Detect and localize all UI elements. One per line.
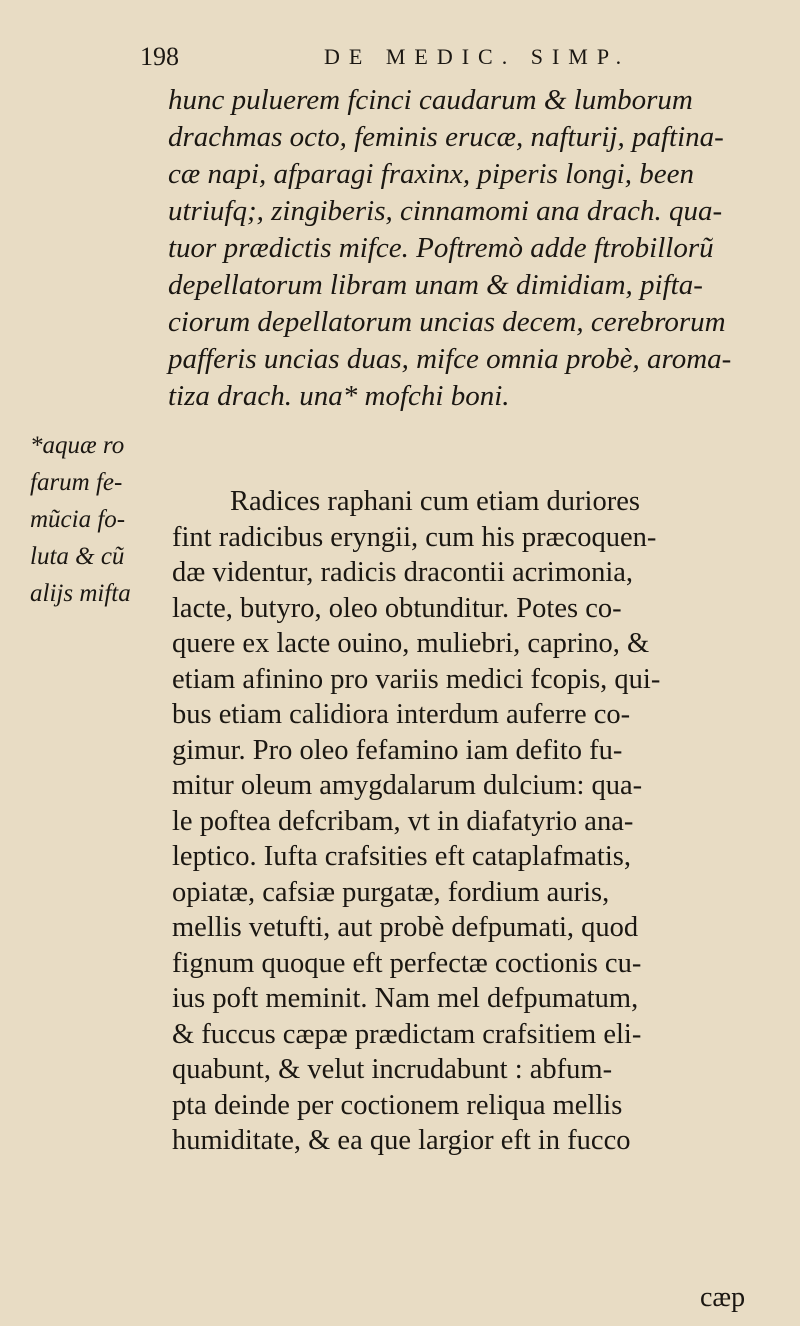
text-line: quere ex lacte ouino, muliebri, caprino, & xyxy=(172,628,650,659)
text-line: dæ videntur, radicis dracontii acrimonia, xyxy=(172,557,634,588)
text-line: etiam afinino pro variis medici fcopis, qui- xyxy=(172,663,661,695)
margin-line: *aquæ ro xyxy=(30,432,125,459)
margin-line: alijs mifta xyxy=(30,580,131,607)
text-line: hunc puluerem fcinci caudarum & lumborum xyxy=(168,84,693,116)
running-head: DE MEDIC. SIMP. xyxy=(324,44,631,69)
text-line: & fuccus cæpæ prædictam crafsitiem eli- xyxy=(172,1018,642,1050)
text-line: ius poft meminit. Nam mel defpumatum, xyxy=(172,983,639,1014)
text-line: humiditate, & ea que largior eft in fucco xyxy=(172,1125,631,1156)
recipe-paragraph xyxy=(168,82,778,415)
catchword: cæp xyxy=(700,1282,746,1313)
text-line: pafferis uncias duas, mifce omnia probè, aroma- xyxy=(168,343,732,375)
text-line: bus etiam calidiora interdum auferre co- xyxy=(172,699,631,730)
margin-line: farum fe- xyxy=(30,469,123,496)
text-line: leptico. Iufta crafsities eft cataplafmatis, xyxy=(172,841,631,872)
page-number: 198 xyxy=(140,42,179,71)
text-line: lacte, butyro, oleo obtunditur. Potes co- xyxy=(172,592,622,624)
body-paragraph xyxy=(172,484,782,1159)
text-line: mellis vetufti, aut probè defpumati, quod xyxy=(172,912,639,943)
margin-line: luta & cũ xyxy=(30,543,125,570)
margin-line: mũcia fo- xyxy=(30,506,126,533)
text-line: pta deinde per coctionem reliqua mellis xyxy=(172,1089,623,1121)
text-line: fignum quoque eft perfectæ coctionis cu- xyxy=(172,947,642,979)
text-line: quabunt, & velut incrudabunt : abfum- xyxy=(172,1054,613,1085)
text-line: ciorum depellatorum uncias decem, cerebrorum xyxy=(168,306,726,338)
text-line: tuor prædictis mifce. Poftremò adde ftrobillorũ xyxy=(168,232,714,264)
text-line: Radices raphani cum etiam duriores xyxy=(230,486,640,517)
text-line: utriufq;, zingiberis, cinnamomi ana drach. qua- xyxy=(168,195,723,227)
text-line: le poftea defcribam, vt in diafatyrio ana- xyxy=(172,805,634,837)
page-header xyxy=(132,38,692,78)
text-line: depellatorum libram unam & dimidiam, pifta- xyxy=(168,269,703,301)
text-line: drachmas octo, feminis erucæ, nafturij, paftina- xyxy=(168,121,724,153)
text-line: mitur oleum amygdalarum dulcium: qua- xyxy=(172,770,643,801)
text-line: tiza drach. una* mofchi boni. xyxy=(168,380,510,412)
text-line: cæ napi, afparagi fraxinx, piperis longi, been xyxy=(168,158,694,190)
marginal-note xyxy=(30,427,170,612)
text-line: fint radicibus eryngii, cum his præcoquen- xyxy=(172,521,657,553)
text-line: opiatæ, cafsiæ purgatæ, fordium auris, xyxy=(172,876,610,908)
text-line: gimur. Pro oleo fefamino iam defito fu- xyxy=(172,734,623,766)
